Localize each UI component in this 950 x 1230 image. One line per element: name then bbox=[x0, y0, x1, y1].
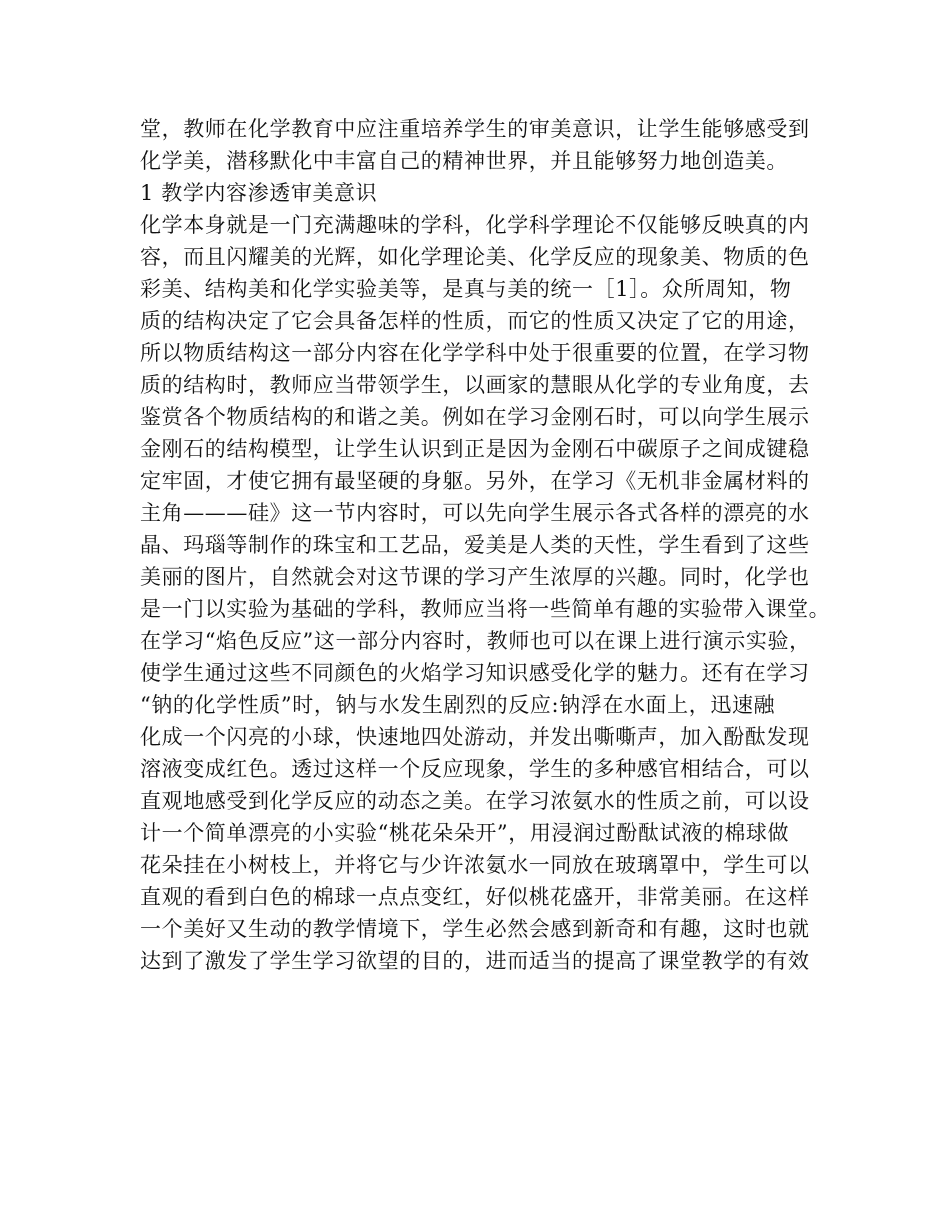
section-heading: 1 教学内容渗透审美意识 bbox=[140, 181, 378, 205]
text-line: 鉴赏各个物质结构的和谐之美。例如在学习金刚石时，可以向学生展示 bbox=[140, 405, 810, 429]
text-line: 达到了激发了学生学习欲望的目的，进而适当的提高了课堂教学的有效 bbox=[140, 949, 810, 973]
text-line: 计一个简单漂亮的小实验“桃花朵朵开”，用浸润过酚酞试液的棉球做 bbox=[140, 821, 790, 845]
text-line: 化成一个闪亮的小球，快速地四处游动，并发出嘶嘶声，加入酚酞发现 bbox=[140, 725, 810, 749]
text-line: 彩美、结构美和化学实验美等，是真与美的统一［1］。众所周知，物 bbox=[140, 277, 792, 301]
text-line: 在学习“焰色反应”这一部分内容时，教师也可以在课上进行演示实验， bbox=[140, 629, 811, 653]
text-line: 一个美好又生动的教学情境下，学生必然会感到新奇和有趣，这时也就 bbox=[140, 917, 810, 941]
text-line: “钠的化学性质”时，钠与水发生剧烈的反应:钠浮在水面上，迅速融 bbox=[140, 693, 776, 717]
text-line: 质的结构决定了它会具备怎样的性质，而它的性质又决定了它的用途， bbox=[140, 309, 810, 333]
text-line: 所以物质结构这一部分内容在化学学科中处于很重要的位置，在学习物 bbox=[140, 341, 810, 365]
text-line: 金刚石的结构模型，让学生认识到正是因为金刚石中碳原子之间成键稳 bbox=[140, 437, 810, 461]
text-line: 主角———硅》这一节内容时，可以先向学生展示各式各样的漂亮的水 bbox=[140, 501, 810, 525]
text-line: 化学本身就是一门充满趣味的学科，化学科学理论不仅能够反映真的内 bbox=[140, 213, 810, 237]
text-line: 定牢固，才使它拥有最坚硬的身躯。另外，在学习《无机非金属材料的 bbox=[140, 469, 810, 493]
text-line: 容，而且闪耀美的光辉，如化学理论美、化学反应的现象美、物质的色 bbox=[140, 245, 810, 269]
text-line: 直观的看到白色的棉球一点点变红，好似桃花盛开，非常美丽。在这样 bbox=[140, 885, 810, 909]
text-line: 堂，教师在化学教育中应注重培养学生的审美意识，让学生能够感受到 bbox=[140, 117, 810, 141]
text-line: 质的结构时，教师应当带领学生，以画家的慧眼从化学的专业角度，去 bbox=[140, 373, 810, 397]
text-line: 化学美，潜移默化中丰富自己的精神世界，并且能够努力地创造美。 bbox=[140, 149, 788, 173]
text-line: 美丽的图片，自然就会对这节课的学习产生浓厚的兴趣。同时，化学也 bbox=[140, 565, 810, 589]
text-line: 直观地感受到化学反应的动态之美。在学习浓氨水的性质之前，可以设 bbox=[140, 789, 810, 813]
text-line: 使学生通过这些不同颜色的火焰学习知识感受化学的魅力。还有在学习 bbox=[140, 661, 810, 685]
text-line: 溶液变成红色。透过这样一个反应现象，学生的多种感官相结合，可以 bbox=[140, 757, 810, 781]
text-line: 晶、玛瑙等制作的珠宝和工艺品，爱美是人类的天性，学生看到了这些 bbox=[140, 533, 810, 557]
text-line: 是一门以实验为基础的学科，教师应当将一些简单有趣的实验带入课堂。 bbox=[140, 597, 831, 621]
body-text bbox=[140, 113, 830, 977]
text-line: 花朵挂在小树枝上，并将它与少许浓氨水一同放在玻璃罩中，学生可以 bbox=[140, 853, 810, 877]
